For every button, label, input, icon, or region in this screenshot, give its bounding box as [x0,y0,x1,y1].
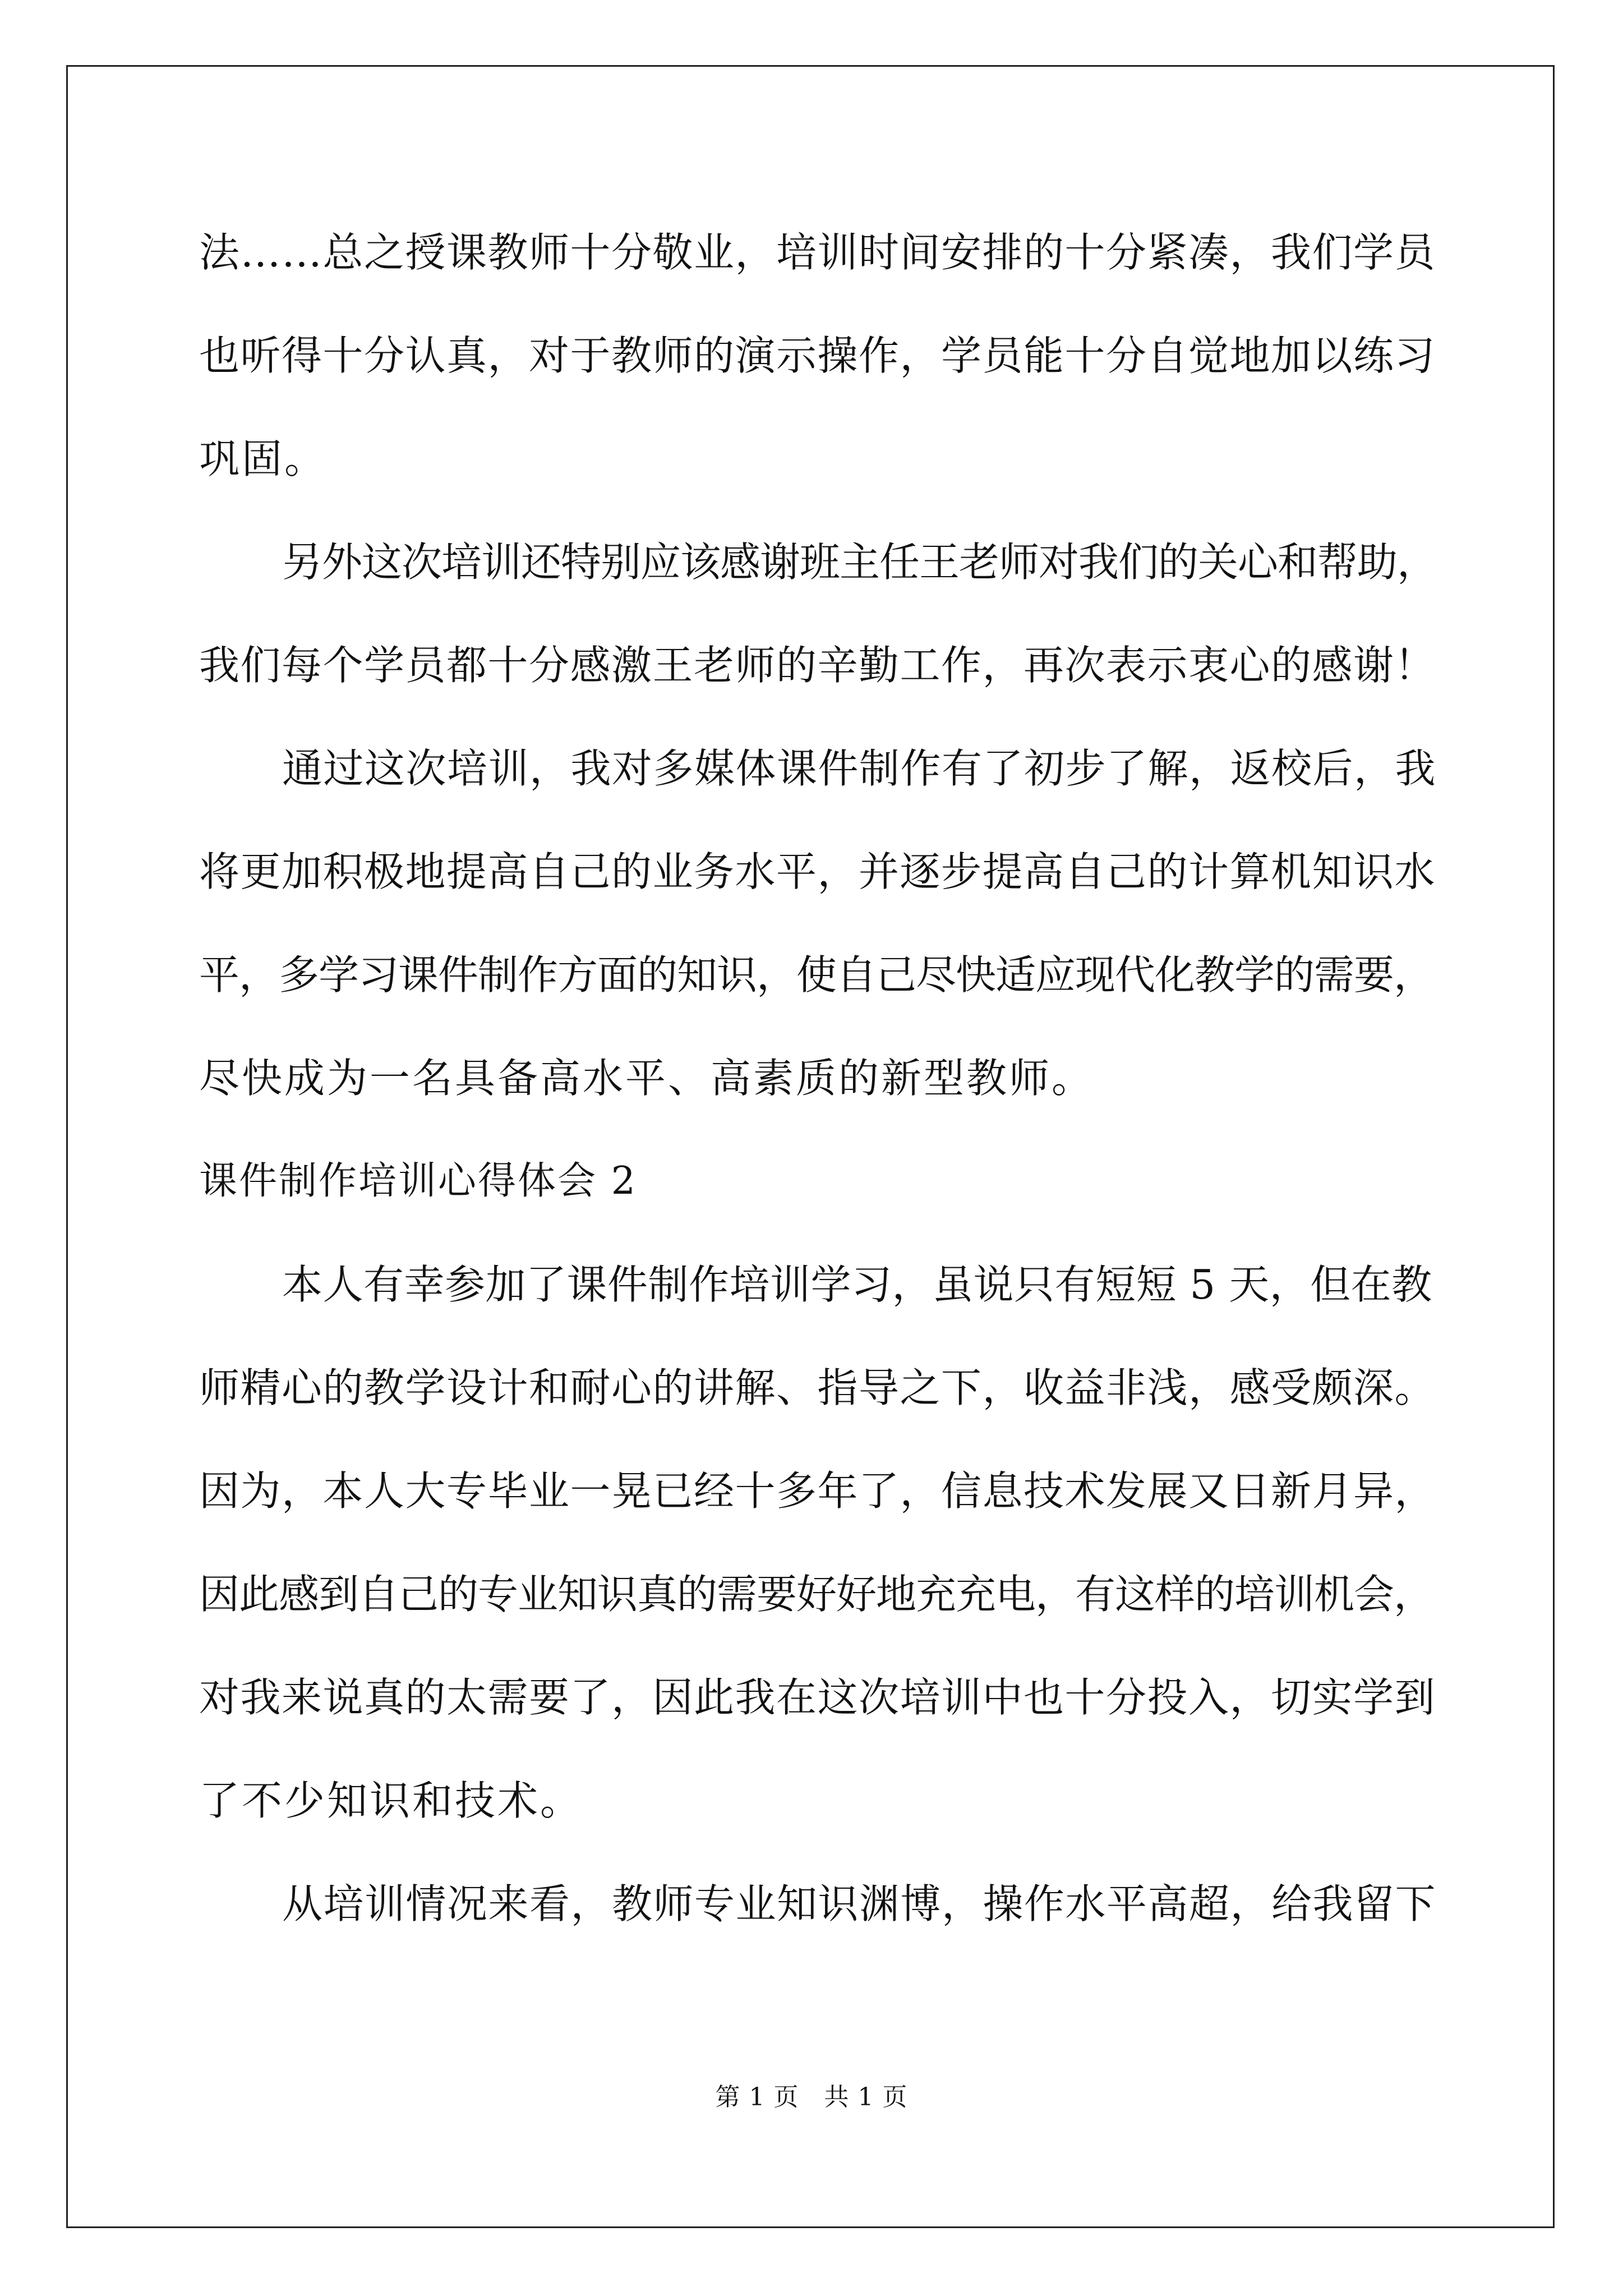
text-line-12: 师精心的教学设计和耐心的讲解、指导之下，收益非浅，感受颇深。 [199,1364,1436,1411]
text-line-9: 尽快成为一名具备高水平、高素质的新型教师。 [199,1055,1095,1102]
text-line-5: 我们每个学员都十分感激王老师的辛勤工作，再次表示衷心的感谢！ [199,642,1436,689]
text-line-2: 也听得十分认真，对于教师的演示操作，学员能十分自觉地加以练习 [199,332,1436,379]
text-line-6: 通过这次培训，我对多媒体课件制作有了初步了解，返校后，我 [282,745,1437,792]
text-line-3: 巩固。 [199,435,328,482]
text-line-1: 法……总之授课教师十分敬业，培训时间安排的十分紧凑，我们学员 [199,229,1436,276]
text-line-17: 从培训情况来看，教师专业知识渊博，操作水平高超，给我留下 [282,1880,1437,1927]
page-footer: 第 1 页 共 1 页 [715,2083,908,2111]
document-body [199,210,1438,1965]
text-line-8: 平，多学习课件制作方面的知识，使自己尽快适应现代化教学的需要， [199,951,1434,999]
section-heading: 课件制作培训心得体会 2 [199,1159,637,1203]
text-line-11: 本人有幸参加了课件制作培训学习，虽说只有短短 5 天，但在教 [282,1261,1432,1308]
text-line-15: 对我来说真的太需要了，因此我在这次培训中也十分投入，切实学到 [199,1674,1436,1721]
text-line-14: 因此感到自己的专业知识真的需要好好地充充电，有这样的培训机会， [199,1571,1434,1618]
text-line-4: 另外这次培训还特别应该感谢班主任王老师对我们的关心和帮助， [282,539,1437,586]
text-line-16: 了不少知识和技术。 [199,1777,583,1824]
text-line-7: 将更加积极地提高自己的业务水平，并逐步提高自己的计算机知识水 [199,848,1436,895]
text-line-13: 因为，本人大专毕业一晃已经十多年了，信息技术发展又日新月异， [199,1467,1436,1515]
